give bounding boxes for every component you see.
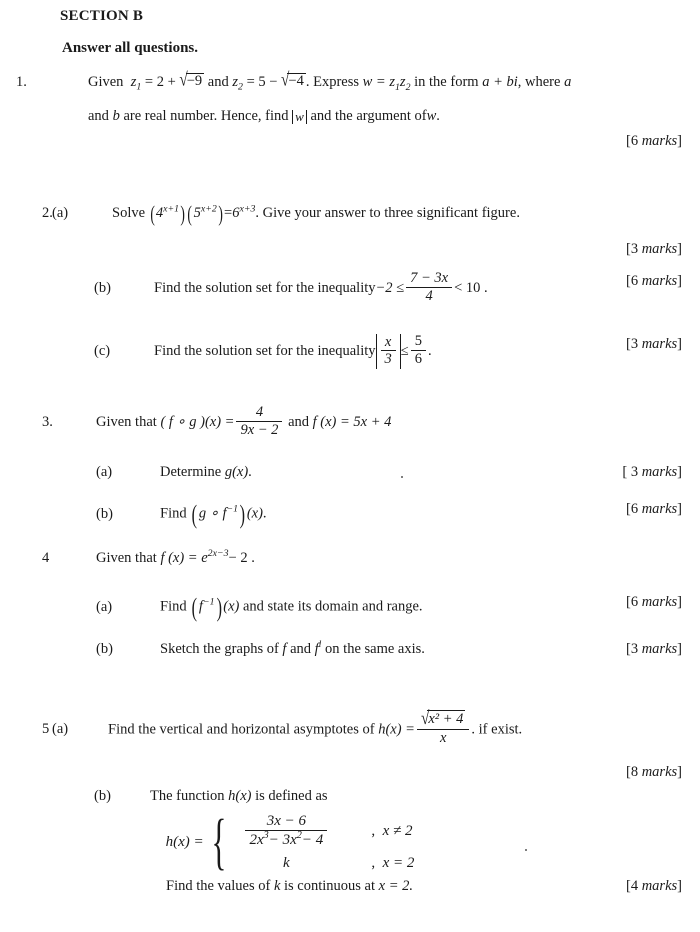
piecewise-case2-comma: ,: [371, 855, 376, 872]
q5b-label: (b): [94, 788, 111, 805]
q4a-text: Find: [160, 598, 187, 615]
question-3-number: 3.: [42, 413, 53, 430]
q4b-text: Sketch the graphs of: [160, 641, 279, 658]
q3b-gof-inverse: ( g ∘ $f^{-1}$) (x): [191, 500, 263, 530]
question-1-number: 1.: [16, 73, 27, 90]
question-5-number: 5: [42, 721, 50, 738]
question-4-number: 4: [42, 550, 50, 566]
q1-z1-expression: $z_1 = 2 + √-9$: [130, 69, 203, 93]
q1-letter-a: a: [564, 73, 572, 90]
question-2: [0, 203, 700, 369]
q5b-hx-italic: h(x): [228, 788, 252, 805]
q2a-marks: [3 marks]: [625, 240, 682, 257]
q3-and-label: and: [288, 413, 309, 430]
q4b-f1: f: [282, 641, 287, 658]
q4a-label: (a): [96, 598, 113, 615]
q2b-marks: [6 marks]: [625, 272, 682, 289]
instruction-text: Answer all questions.: [62, 40, 198, 56]
q5b-text: The function: [150, 788, 225, 805]
q5a-hx-expression: h(x) = $\frac{\text{√x² + 4}}{x}$: [378, 712, 471, 748]
q4a-text-post: and state its domain and range.: [242, 598, 423, 615]
question-3: [0, 404, 700, 530]
q5b-final-k: k: [273, 878, 281, 895]
q4-fx-expression: f $(x) = e^{2x-3}- 2$ .: [160, 548, 255, 567]
piecewise-case1-numerator: 3x − 6: [266, 813, 306, 830]
question-2-number: 2.: [42, 205, 53, 222]
q1-line2-and: and: [88, 107, 109, 124]
q3a-period: .: [248, 464, 252, 481]
q4-given-label: Given that: [96, 550, 157, 566]
q5b-marks: [4 marks]: [625, 878, 682, 895]
q4b-label: (b): [96, 641, 113, 658]
q5b-piecewise-definition: [0, 807, 700, 876]
q5a-label: (a): [52, 721, 69, 738]
q3-fog-expression: ( f ∘ g )(x) = $\frac{4}{9x - 2}$: [160, 405, 284, 440]
q3a-text: Determine: [160, 464, 222, 481]
q4b-f-prime: $f^l$: [314, 639, 322, 658]
q3b-label: (b): [96, 505, 113, 522]
q2a-equation: $(4^{x+1})$ $(5^{x+2})=6^{x+3}$: [150, 202, 256, 226]
question-1: [0, 69, 700, 151]
q5b-final-x: x = 2.: [378, 878, 414, 895]
q1-line2-text2: and the argument of: [310, 107, 427, 124]
q2c-inequality: $\frac{x}{3}$ ≤ $\frac{5}{6}$ .: [376, 334, 432, 369]
q2b-inequality: −2 ≤ $\frac{7 - 3x}{4}$ < 10 .: [375, 270, 488, 304]
q3-given-label: Given that: [96, 413, 157, 430]
q3-fx-expression: f (x) = 5x + 4: [312, 414, 392, 431]
q1-express-label: . Express: [305, 73, 360, 90]
q1-line2-end: .: [436, 107, 440, 124]
q4b-and: and: [290, 641, 312, 658]
piecewise-case1-condition: x ≠ 2: [382, 822, 413, 839]
q5b-final-mid: is continuous at: [284, 878, 376, 895]
q2a-label: (a): [52, 205, 69, 222]
q1-z2-expression: $z_2 = 5 - √-4$: [232, 69, 304, 93]
q1-marks: [6 marks]: [625, 133, 682, 150]
q1-modulus-w: w: [292, 108, 307, 125]
stray-dot: [401, 476, 403, 478]
piecewise-case2-condition: x = 2: [382, 855, 415, 872]
piecewise-brace: {: [211, 807, 226, 876]
q5a-marks: [8 marks]: [625, 764, 682, 781]
q1-letter-w: w: [426, 107, 437, 124]
q3b-text: Find: [160, 505, 187, 522]
q5b-final-text: Find the values of: [166, 878, 271, 895]
q1-where-label: , where: [517, 73, 561, 90]
piecewise-lhs: h(x) =: [165, 834, 204, 851]
q2a-text-post: . Give your answer to three significant figure.: [255, 205, 520, 222]
q1-in-form-label: in the form: [414, 73, 479, 90]
q1-form-abi: a + bi: [482, 73, 518, 90]
question-4: [0, 550, 700, 658]
piecewise-case1-denominator: $2x^3- 3x^2- 4$: [245, 830, 327, 849]
q3a-gx: g(x): [224, 464, 249, 481]
q1-line2-text: are real number. Hence, find: [123, 107, 289, 124]
piecewise-case2-expression: k: [283, 855, 290, 872]
q1-and-1: and: [207, 73, 229, 90]
q3b-period: .: [262, 505, 267, 522]
piecewise-case1-comma: ,: [371, 822, 376, 839]
q4a-f-inverse: ( $f^{-1}$) (x): [191, 593, 240, 623]
q1-given-label: Given: [88, 73, 124, 90]
q1-w-expression: $w = z_1z_2$: [362, 73, 411, 93]
q2c-marks: [3 marks]: [625, 335, 682, 352]
q4b-text-post: on the same axis.: [325, 641, 425, 658]
q5a-text: Find the vertical and horizontal asymptotes of: [108, 721, 375, 738]
section-title: SECTION B: [60, 8, 144, 24]
q5b-text-post: is defined as: [255, 788, 328, 805]
q2a-solve-label: Solve: [112, 205, 146, 222]
question-5: [0, 707, 700, 895]
q3a-label: (a): [96, 464, 113, 481]
q4a-marks: [6 marks]: [625, 594, 682, 611]
q2b-label: (b): [94, 279, 111, 296]
q2b-text: Find the solution set for the inequality: [154, 279, 376, 296]
stray-dot-2: [525, 849, 527, 851]
q5a-text-post: . if exist.: [471, 721, 523, 738]
q3a-marks: [ 3 marks]: [622, 464, 682, 481]
q3b-marks: [6 marks]: [625, 501, 682, 518]
q4b-marks: [3 marks]: [625, 641, 682, 658]
q1-letter-b: b: [112, 107, 120, 124]
q2c-text: Find the solution set for the inequality: [154, 342, 376, 359]
q2c-label: (c): [94, 342, 111, 359]
